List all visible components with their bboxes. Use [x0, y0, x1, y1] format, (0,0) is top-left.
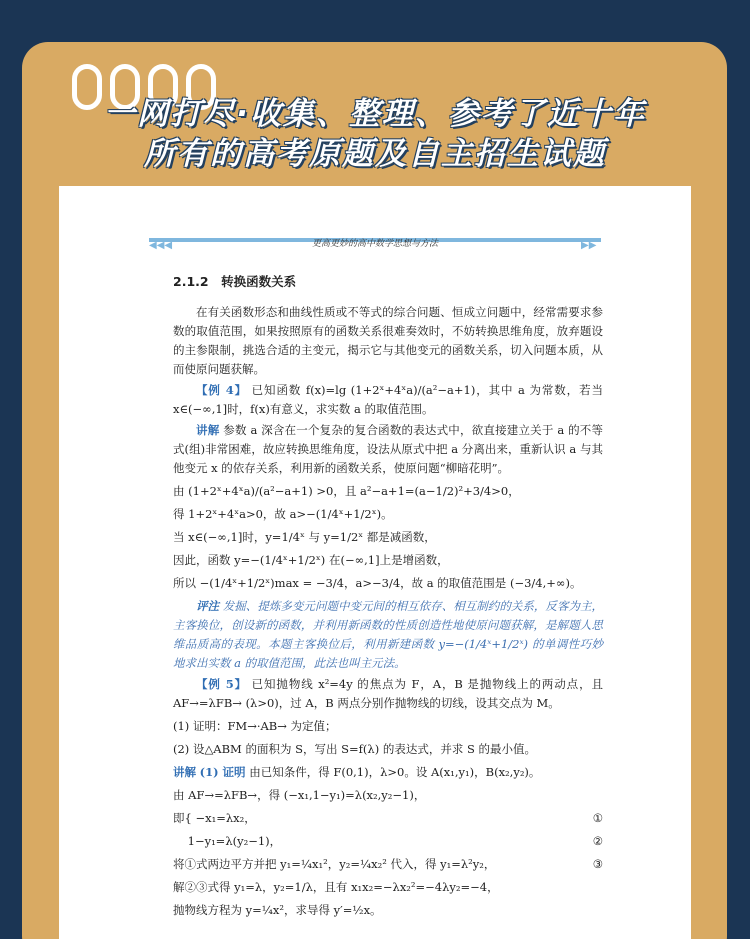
headline-line-1: 一网打尽·收集、整理、参考了近十年 — [104, 96, 646, 132]
mark-2: ② — [592, 834, 603, 848]
proof-text-1: 由已知条件，得 F(0,1)，λ>0。设 A(x₁,y₁)，B(x₂,y₂)。 — [249, 765, 541, 779]
system-eq-1: −x₁=λx₂， — [195, 811, 256, 825]
document-page — [59, 186, 691, 939]
system-line-1: 即{ −x₁=λx₂， ① — [173, 809, 603, 828]
right-arrows-icon: ▶▶ — [581, 240, 597, 251]
left-arrows-icon: ◀◀◀ — [149, 240, 173, 251]
document-content — [173, 270, 603, 924]
example-4 — [173, 381, 603, 419]
explanation-text: 参数 a 深含在一个复杂的复合函数的表达式中，欲直接建立关于 a 的不等式(组)非常困难，故应转换思维角度，设法从原式中把 a 分离出来，重新认识 a 与其他变元 x 的依存关系，利用新的函数关系，使原问题“柳暗花明”。 — [173, 423, 603, 475]
question-1: (1) 证明：FM→·AB→ 为定值； — [173, 719, 337, 733]
headline-line-2: 所有的高考原题及自主招生试题 — [144, 136, 606, 172]
proof-step-3 — [173, 855, 603, 874]
proof-step-5: 抛物线方程为 y=¼x²，求导得 y′=½x。 — [173, 903, 382, 917]
proof-text-3: 将①式两边平方并把 y₁=¼x₁²，y₂=¼x₂² 代入，得 y₁=λ²y₂， — [173, 857, 496, 871]
comment-label: 评注 — [196, 599, 220, 613]
step-2: 得 1+2ˣ+4ˣa>0，故 a>−(1/4ˣ+1/2ˣ)。 — [173, 507, 393, 521]
question-2: (2) 设△ABM 的面积为 S，写出 S=f(λ) 的表达式，并求 S 的最小值。 — [173, 742, 537, 756]
running-title: 更高更妙的高中数学思想与方法 — [311, 239, 438, 249]
step-5: 所以 −(1/4ˣ+1/2ˣ)max = −3/4，a>−3/4，故 a 的取值范围是 (−3/4,+∞)。 — [173, 576, 582, 590]
example-4-label: 【例 4】 — [196, 383, 248, 397]
example-5 — [173, 675, 603, 713]
ji-label: 即 — [173, 811, 185, 825]
step-3: 当 x∈(−∞,1]时，y=1/4ˣ 与 y=1/2ˣ 都是减函数， — [173, 530, 436, 544]
proof-step-4: 解②③式得 y₁=λ，y₂=1/λ，且有 x₁x₂=−λx₂²=−4λy₂=−4， — [173, 880, 499, 894]
comment — [173, 597, 603, 673]
example-4-explanation — [173, 421, 603, 478]
example-4-text: 已知函数 f(x)=lg (1+2ˣ+4ˣa)/(a²−a+1)，其中 a 为常数，若当 x∈(−∞,1]时，f(x)有意义，求实数 a 的取值范围。 — [173, 383, 603, 416]
example-5-text: 已知抛物线 x²=4y 的焦点为 F，A，B 是抛物线上的两动点，且 AF→=λFB→ (λ>0)，过 A，B 两点分别作抛物线的切线，设其交点为 M。 — [173, 677, 603, 710]
mark-1: ① — [592, 811, 603, 825]
section-heading: 2.1.2 转换函数关系 — [173, 274, 297, 289]
mark-3: ③ — [592, 857, 603, 871]
explanation-label-2: 讲解 — [173, 765, 196, 779]
intro-paragraph: 在有关函数形态和曲线性质或不等式的综合问题、恒成立问题中，经常需要求参数的取值范围，如果按照原有的函数关系很难奏效时，不妨转换思维角度，放弃题设的主参限制，挑选合适的主变元，揭示它与其他变元的函数关系，切入问题本质，从而使原问题获解。 — [173, 305, 603, 376]
explanation-label: 讲解 — [196, 423, 220, 437]
system-line-2 — [173, 832, 603, 851]
step-1: 由 (1+2ˣ+4ˣa)/(a²−a+1) >0，且 a²−a+1=(a−1/2)²+3/4>0， — [173, 484, 520, 498]
example-5-label: 【例 5】 — [196, 677, 248, 691]
proof-step-2: 由 AF→=λFB→，得 (−x₁,1−y₁)=λ(x₂,y₂−1)， — [173, 788, 426, 802]
comment-text: 发掘、提炼多变元问题中变元间的相互依存、相互制约的关系，反客为主，主客换位，创设新的函数，并利用新函数的性质创造性地使原问题获解，是解题人思维品质高的表现。本题主客换位后，利用新建函数 y=−(1/4ˣ+1/2ˣ) 的单调性巧妙地求出实数 a 的取值范围，此法也叫主元法。 — [173, 599, 604, 670]
proof-start — [173, 763, 603, 782]
system-eq-2: 1−y₁=λ(y₂−1)， — [187, 834, 282, 848]
step-4: 因此，函数 y=−(1/4ˣ+1/2ˣ) 在(−∞,1]上是增函数， — [173, 553, 449, 567]
proof-label: (1) 证明 — [199, 765, 246, 779]
